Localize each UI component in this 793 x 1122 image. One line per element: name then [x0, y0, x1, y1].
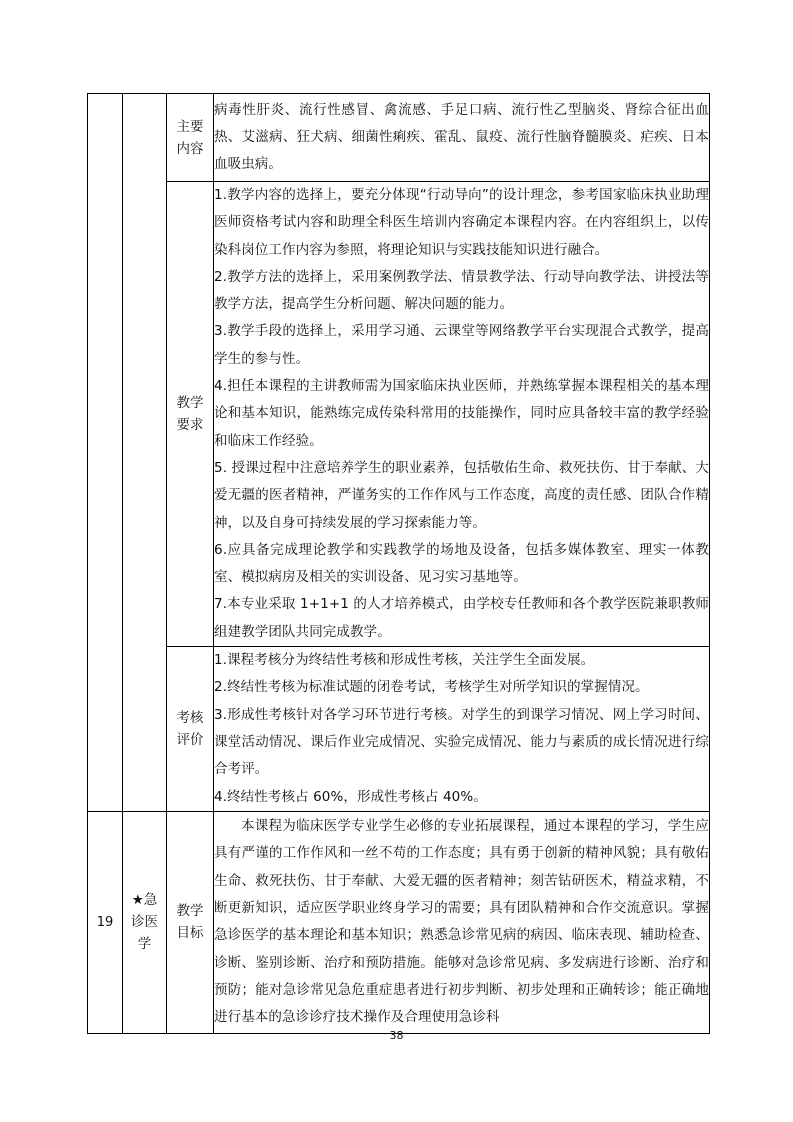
- paragraph: 5. 授课过程中注意培养学生的职业素养，包括敬佑生命、救死扶伤、甘于奉献、大爱无疆的医者精神，严谨务实的工作作风与工作态度，高度的责任感、团队合作精神，以及自身可持续发展的学习探索能力等。: [214, 459, 709, 531]
- label-text: 教学要求: [176, 395, 204, 434]
- row-label-main-content: [167, 94, 214, 182]
- paragraph: 4.担任本课程的主讲教师需为国家临床执业医师，并熟练掌握本课程相关的基本理论和基本知识，能熟练完成传染科常用的技能操作，同时应具备较丰富的教学经验和临床工作经验。: [214, 378, 709, 449]
- paragraph: 2.教学方法的选择上，采用案例教学法、情景教学法、行动导向教学法、讲授法等教学方法，提高学生分析问题、解决问题的能力。: [214, 268, 709, 313]
- table-row: [88, 182, 710, 647]
- course-name: ★急诊医学: [131, 892, 158, 953]
- row-label-objectives: [167, 811, 214, 1033]
- paragraph: 7.本专业采取 1+1+1 的人才培养模式，由学校专任教师和各个教学医院兼职教师组建教学团队共同完成教学。: [214, 596, 709, 640]
- paragraph: 6.应具备完成理论教学和实践教学的场地及设备，包括多媒体教室、理实一体教室、模拟病房及相关的实训设备、见习实习基地等。: [214, 541, 709, 586]
- paragraph: 病毒性肝炎、流行性感冒、禽流感、手足口病、流行性乙型脑炎、肾综合征出血热、艾滋病、狂犬病、细菌性痢疾、霍乱、鼠疫、流行性脑脊髓膜炎、疟疾、日本血吸虫病。: [214, 101, 709, 173]
- course-number-cell: [88, 94, 123, 812]
- table-row: [88, 94, 710, 182]
- curriculum-table: [87, 93, 710, 1034]
- paragraph: 3.教学手段的选择上，采用学习通、云课堂等网络教学平台实现混合式教学，提高学生的参与性。: [214, 323, 709, 367]
- label-text: 教学目标: [176, 903, 204, 942]
- main-content-text: [214, 94, 710, 182]
- paragraph: 1.教学内容的选择上，要充分体现“行动导向”的设计理念，参考国家临床执业助理医师资格考试内容和助理全科医生培训内容确定本课程内容。在内容组织上，以传染科岗位工作内容为参照，将理论知识与实践技能知识进行融合。: [214, 187, 709, 258]
- table-row: [88, 647, 710, 812]
- paragraph: 4.终结性考核占 60%，形成性考核占 40%。: [214, 788, 487, 805]
- requirements-text: [214, 182, 710, 647]
- label-text: 考核评价: [176, 709, 204, 748]
- course-name-cell: [123, 94, 167, 812]
- course-name-cell: [123, 811, 167, 1033]
- page-number: 38: [389, 1029, 404, 1042]
- label-text: 主要内容: [176, 118, 204, 157]
- paragraph: 1.课程考核分为终结性考核和形成性考核，关注学生全面发展。: [214, 652, 595, 669]
- paragraph: 3.形成性考核针对各学习环节进行考核。对学生的到课学习情况、网上学习时间、课堂活动情况、课后作业完成情况、实验完成情况、能力与素质的成长情况进行综合考评。: [214, 706, 709, 778]
- paragraph: 本课程为临床医学专业学生必修的专业拓展课程，通过本课程的学习，学生应具有严谨的工作作风和一丝不苟的工作态度；具有勇于创新的精神风貌；具有敬佑生命、救死扶伤、甘于奉献、大爱无疆的医者精神；刻苦钻研医术，精益求精，不断更新知识，适应医学职业终身学习的需要；具有团队精神和合作交流意识。掌握急诊医学的基本理论和基本知识；熟悉急诊常见病的病因、临床表现、辅助检查、诊断、鉴别诊断、治疗和预防措施。能够对急诊常见病、多发病进行诊断、治疗和预防；能对急诊常见急危重症患者进行初步判断、初步处理和正确转诊；能正确地进行基本的急诊诊疗技术操作及合理使用急诊科: [214, 818, 709, 1026]
- course-number: 19: [88, 811, 123, 1033]
- paragraph: 2.终结性考核为标准试题的闭卷考试，考核学生对所学知识的掌握情况。: [214, 679, 649, 696]
- objectives-text: [214, 811, 710, 1033]
- row-label-assessment: [167, 647, 214, 812]
- assessment-text: [214, 647, 710, 812]
- row-label-requirements: [167, 182, 214, 647]
- table-row: [88, 811, 710, 1033]
